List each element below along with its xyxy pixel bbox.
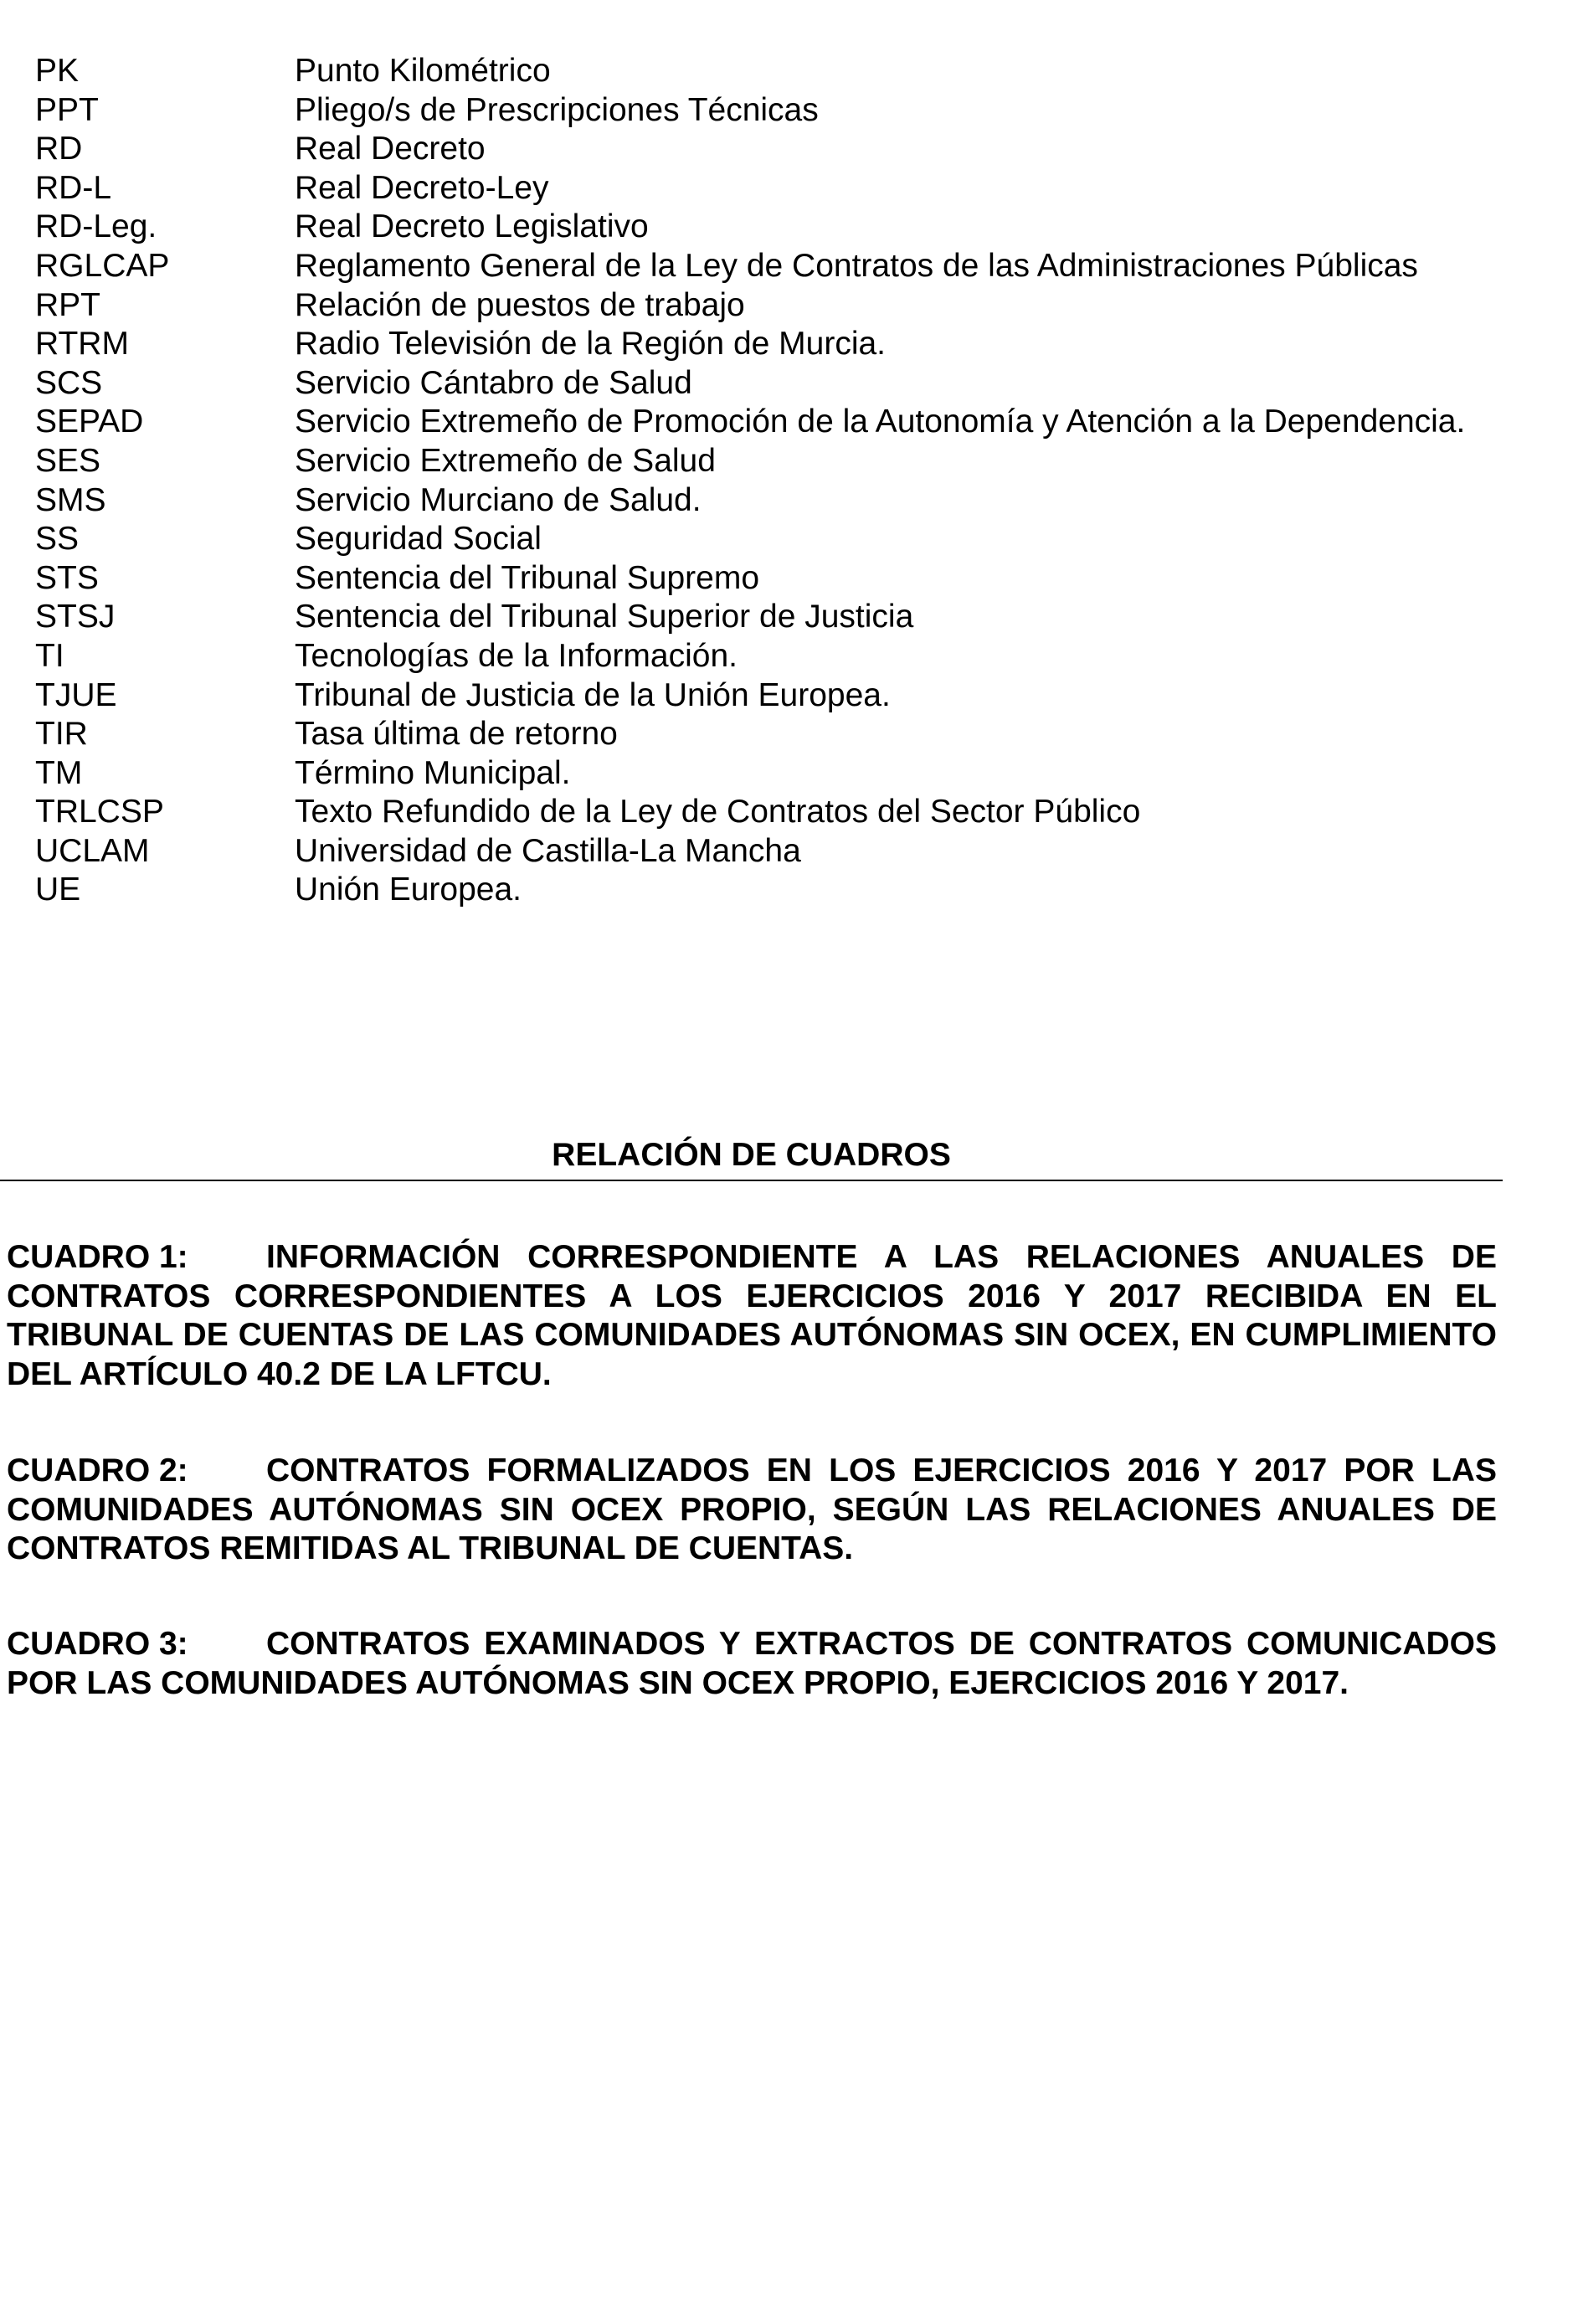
abbreviation-row: [35, 754, 1525, 794]
abbreviation-description: Servicio Cántabro de Salud: [295, 364, 692, 401]
section-title: RELACIÓN DE CUADROS: [552, 1137, 951, 1173]
abbreviation-description: Unión Europea.: [295, 872, 522, 908]
abbreviation-description: Relación de puestos de trabajo: [295, 286, 745, 323]
abbreviation-code: RD: [35, 131, 83, 167]
abbreviation-code: RD-L: [35, 169, 112, 206]
cuadro-label: CUADRO 2:: [7, 1452, 188, 1488]
abbreviation-row: [35, 364, 1525, 404]
abbreviation-description: Servicio Extremeño de Salud: [295, 442, 716, 479]
abbreviation-code: TJUE: [35, 676, 117, 713]
abbreviation-code: RTRM: [35, 326, 129, 362]
abbreviation-row: [35, 871, 1525, 910]
abbreviation-code: UCLAM: [35, 832, 150, 869]
abbreviation-description: Sentencia del Tribunal Superior de Justicia: [295, 599, 914, 635]
abbreviation-description: Tasa última de retorno: [295, 716, 618, 753]
cuadro-text: CONTRATOS FORMALIZADOS EN LOS EJERCICIOS 2016 Y 2017 POR LAS COMUNIDADES AUTÓNOMAS SIN OCEX PROPIO, SEGÚN LAS RELACIONES ANUALES DE CONTRATOS REMITIDAS AL TRIBUNAL DE CUENTAS.: [7, 1452, 1497, 1567]
abbreviation-description: Tecnologías de la Información.: [295, 637, 738, 674]
abbreviation-code: RD-Leg.: [35, 208, 157, 245]
abbreviation-description: Término Municipal.: [295, 754, 571, 791]
abbreviation-row: [35, 520, 1525, 559]
abbreviation-code: PPT: [35, 91, 99, 128]
abbreviation-description: Servicio Murciano de Salud.: [295, 481, 702, 518]
abbreviation-description: Real Decreto Legislativo: [295, 208, 649, 245]
abbreviation-description: Punto Kilométrico: [295, 53, 551, 89]
abbreviation-code: TM: [35, 754, 83, 791]
abbreviation-description: Real Decreto: [295, 131, 486, 167]
cuadro-entry: [7, 1238, 1497, 1394]
abbreviation-code: TI: [35, 637, 64, 674]
abbreviation-code: SMS: [35, 481, 106, 518]
abbreviation-row: [35, 247, 1525, 286]
abbreviation-description: Reglamento General de la Ley de Contratos de las Administraciones Públicas: [295, 247, 1418, 284]
cuadro-text: INFORMACIÓN CORRESPONDIENTE A LAS RELACIONES ANUALES DE CONTRATOS CORRESPONDIENTES A LOS EJERCICIOS 2016 Y 2017 RECIBIDA EN EL TRIBUNAL DE CUENTAS DE LAS COMUNIDADES AUTÓNOMAS SIN OCEX, EN CUMPLIMIENTO DEL ARTÍCULO 40.2 DE LA LFTCU.: [7, 1239, 1497, 1392]
abbreviation-code: STSJ: [35, 599, 116, 635]
abbreviation-code: TIR: [35, 716, 88, 753]
abbreviation-code: SS: [35, 521, 80, 558]
abbreviation-description: Universidad de Castilla-La Mancha: [295, 832, 801, 869]
abbreviation-row: [35, 208, 1525, 247]
abbreviation-row: [35, 130, 1525, 169]
abbreviation-row: [35, 793, 1525, 832]
abbreviation-row: [35, 403, 1525, 442]
abbreviation-row: [35, 442, 1525, 481]
cuadro-entry: [7, 1625, 1497, 1703]
abbreviation-row: [35, 715, 1525, 754]
abbreviation-description: Real Decreto-Ley: [295, 169, 549, 206]
cuadro-entry: [7, 1452, 1497, 1569]
abbreviation-list: [35, 52, 1525, 910]
abbreviation-code: RPT: [35, 286, 100, 323]
abbreviation-row: [35, 169, 1525, 208]
cuadro-label: CUADRO 3:: [7, 1626, 188, 1662]
abbreviation-description: Servicio Extremeño de Promoción de la Autonomía y Atención a la Dependencia.: [295, 404, 1466, 440]
abbreviation-code: RGLCAP: [35, 247, 170, 284]
abbreviation-row: [35, 325, 1525, 364]
cuadro-text: CONTRATOS EXAMINADOS Y EXTRACTOS DE CONTRATOS COMUNICADOS POR LAS COMUNIDADES AUTÓNOMAS SIN OCEX PROPIO, EJERCICIOS 2016 Y 2017.: [7, 1626, 1497, 1701]
abbreviation-description: Pliego/s de Prescripciones Técnicas: [295, 91, 819, 128]
abbreviation-code: UE: [35, 872, 81, 908]
abbreviation-description: Tribunal de Justicia de la Unión Europea.: [295, 676, 891, 713]
abbreviation-code: PK: [35, 53, 80, 89]
abbreviation-description: Sentencia del Tribunal Supremo: [295, 559, 760, 596]
abbreviation-description: Seguridad Social: [295, 521, 542, 558]
abbreviation-row: [35, 637, 1525, 676]
abbreviation-code: SEPAD: [35, 404, 144, 440]
abbreviation-code: STS: [35, 559, 99, 596]
abbreviation-row: [35, 676, 1525, 716]
abbreviation-code: TRLCSP: [35, 794, 164, 830]
section-divider: [0, 1180, 1503, 1181]
cuadro-label: CUADRO 1:: [7, 1239, 188, 1275]
abbreviation-row: [35, 598, 1525, 637]
abbreviation-description: Radio Televisión de la Región de Murcia.: [295, 326, 887, 362]
abbreviation-description: Texto Refundido de la Ley de Contratos del Sector Público: [295, 794, 1141, 830]
abbreviation-row: [35, 286, 1525, 326]
abbreviation-code: SES: [35, 442, 101, 479]
abbreviation-row: [35, 91, 1525, 131]
abbreviation-row: [35, 832, 1525, 872]
abbreviation-row: [35, 559, 1525, 599]
abbreviation-row: [35, 481, 1525, 521]
abbreviation-row: [35, 52, 1525, 91]
abbreviation-code: SCS: [35, 364, 103, 401]
